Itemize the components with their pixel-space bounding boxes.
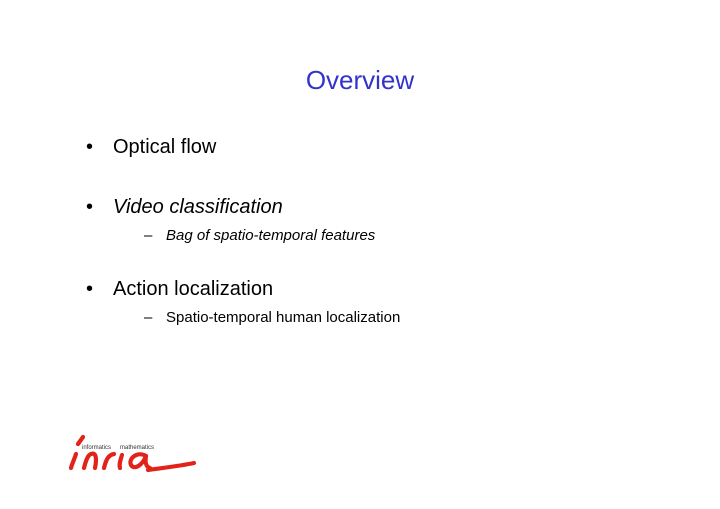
inria-logo-icon xyxy=(66,432,198,478)
bullet-text: Action localization xyxy=(113,278,274,300)
bullet-list xyxy=(86,134,686,328)
logo-tagline-left: informatics xyxy=(82,445,112,451)
bullet-item xyxy=(86,134,686,160)
inria-logo xyxy=(66,432,198,478)
logo-tagline-right: mathematics xyxy=(120,445,155,451)
slide-title: Overview xyxy=(305,65,415,95)
bullet-text: Optical flow xyxy=(113,136,217,158)
sub-bullet-text: Spatio-temporal human localization xyxy=(166,309,401,326)
sub-bullet-glyph: – xyxy=(144,309,153,326)
sub-bullet-item xyxy=(144,226,686,246)
bullet-glyph: • xyxy=(86,196,94,218)
bullet-item xyxy=(86,194,686,246)
sub-bullet-item xyxy=(144,308,686,328)
sub-bullet-glyph: – xyxy=(144,227,153,244)
sub-bullet-text: Bag of spatio-temporal features xyxy=(166,227,376,244)
bullet-glyph: • xyxy=(86,136,94,158)
bullet-text: Video classification xyxy=(113,196,283,218)
bullet-glyph: • xyxy=(86,278,94,300)
bullet-item xyxy=(86,276,686,328)
